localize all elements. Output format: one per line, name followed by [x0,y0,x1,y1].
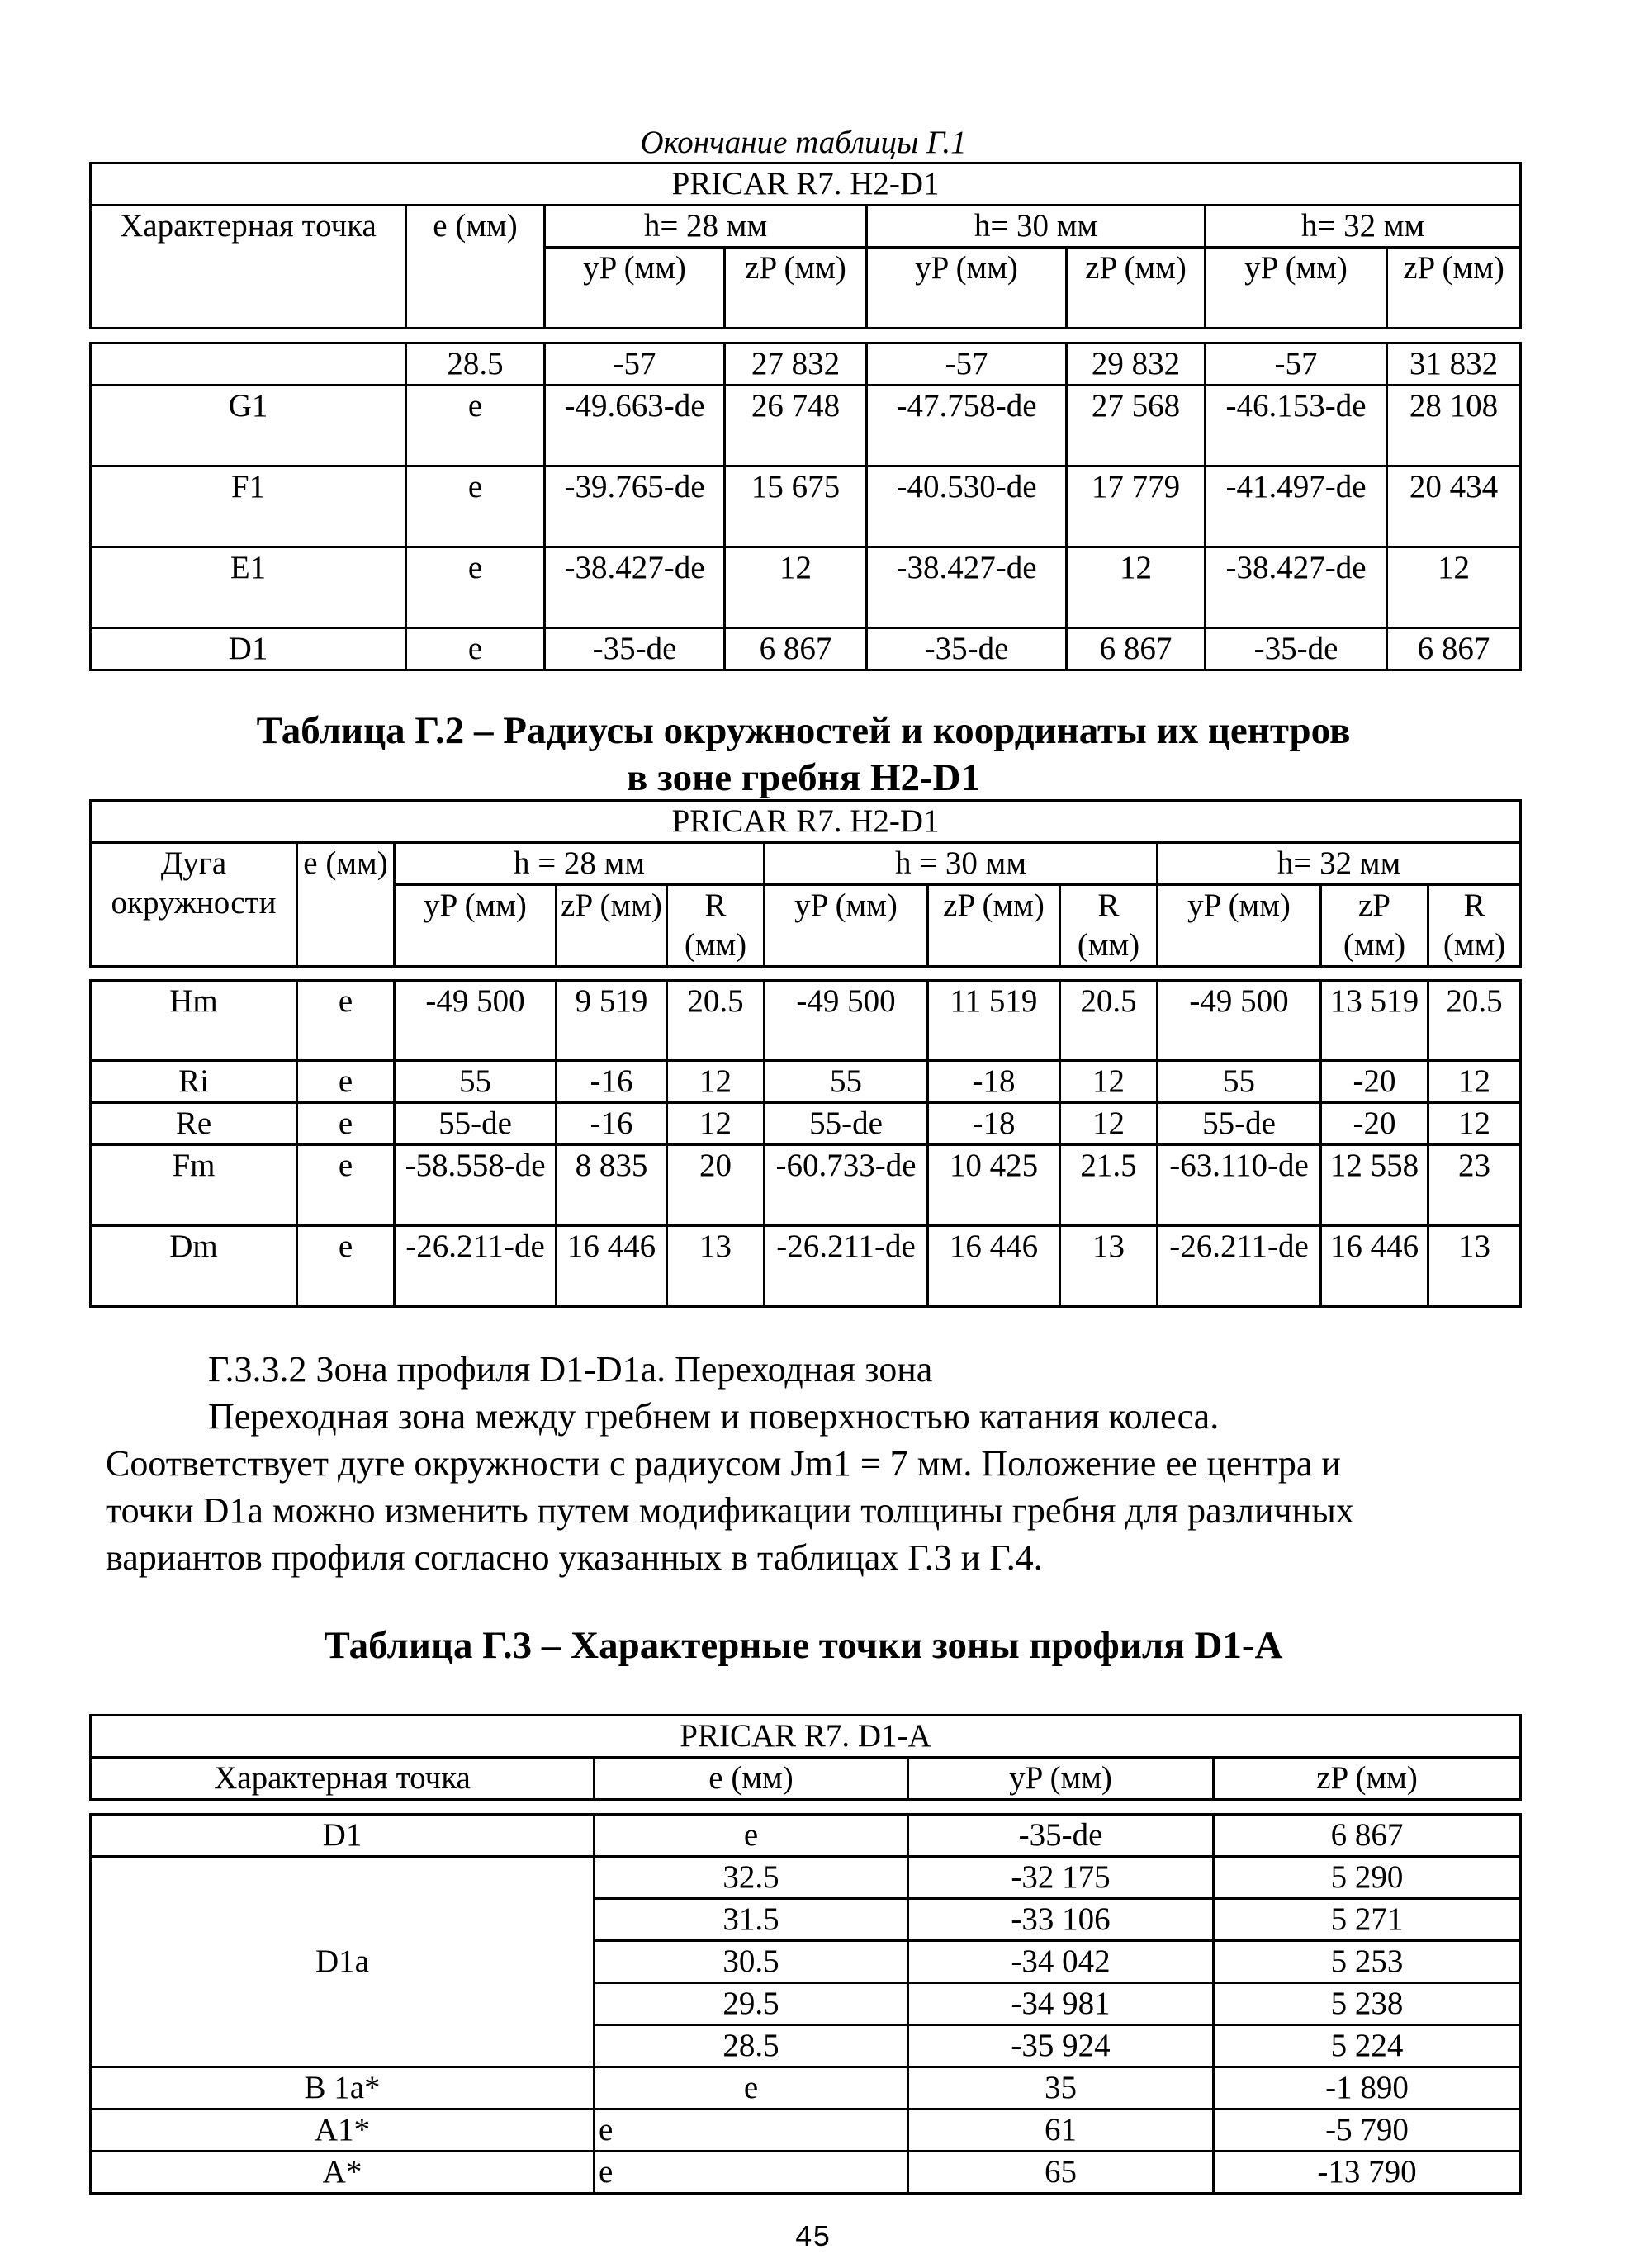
cell: 12 [1387,547,1521,628]
col-yp: yP (мм) [1158,885,1321,967]
table-row [91,547,1521,628]
cell: 29.5 [595,1983,908,2025]
cell: 28 108 [1387,386,1521,466]
cell: 27 832 [725,343,867,386]
cell: -49 500 [765,981,928,1061]
table-row [91,1145,1521,1226]
cell: 55-de [1158,1103,1321,1145]
cell: -33 106 [908,1899,1214,1941]
table-g3-header [89,1714,1522,1801]
cell: e [297,1145,395,1226]
table-g1-caption: Окончание таблицы Г.1 [640,125,967,160]
cell: 12 558 [1321,1145,1428,1226]
cell: 6 867 [1067,628,1206,670]
cell: 5 290 [1214,1857,1521,1899]
table-row [91,2067,1521,2109]
table-row [91,1103,1521,1145]
paragraph-line: точки D1a можно изменить путем модификации толщины гребня для различных [106,1490,1354,1531]
cell: -49 500 [1158,981,1321,1061]
cell: 20.5 [667,981,765,1061]
col-e: е (мм) [595,1758,908,1800]
cell: 55 [395,1061,557,1103]
cell: 32.5 [595,1857,908,1899]
table-row [91,981,1521,1061]
col-characteristic-point: Характерная точка [91,1758,595,1800]
cell: 17 779 [1067,466,1206,547]
cell: -32 175 [908,1857,1214,1899]
cell: F1 [91,466,406,547]
cell: 31 832 [1387,343,1521,386]
cell: -26.211-de [395,1226,557,1307]
cell: -26.211-de [765,1226,928,1307]
table-g3-subtitle: PRICAR R7. D1-A [91,1716,1521,1758]
cell: e [406,547,545,628]
col-r: R (мм) [1060,885,1158,967]
cell: 31.5 [595,1899,908,1941]
cell: 16 446 [557,1226,667,1307]
cell: 10 425 [928,1145,1060,1226]
cell: 9 519 [557,981,667,1061]
cell: 55 [1158,1061,1321,1103]
paragraph-line: вариантов профиля согласно указанных в таблицах Г.3 и Г.4. [106,1537,1043,1578]
cell: Fm [91,1145,297,1226]
cell: 15 675 [725,466,867,547]
cell: 28.5 [595,2025,908,2067]
cell: -34 981 [908,1983,1214,2025]
cell: 26 748 [725,386,867,466]
paragraph-line: Соответствует дуге окружности с радиусом Jm1 = 7 мм. Положение ее центра и [106,1443,1341,1484]
cell: -35 924 [908,2025,1214,2067]
cell: e [297,1226,395,1307]
cell: D1 [91,628,406,670]
cell: Ri [91,1061,297,1103]
cell: Re [91,1103,297,1145]
cell: -1 890 [1214,2067,1521,2109]
cell: 30.5 [595,1941,908,1983]
cell: 6 867 [725,628,867,670]
cell: -49.663-de [545,386,725,466]
col-zp: zP (мм) [928,885,1060,967]
col-zp: zP (мм) [557,885,667,967]
table-g3-title: Таблица Г.3 – Характерные точки зоны профиля D1-A [324,1624,1283,1667]
cell: 20.5 [1428,981,1521,1061]
cell: -16 [557,1061,667,1103]
cell: e [406,386,545,466]
col-characteristic-point: Характерная точка [91,206,406,329]
table-row [91,343,1521,386]
paragraph-line: Переходная зона между гребнем и поверхностью катания колеса. [208,1396,1220,1437]
cell: 55-de [395,1103,557,1145]
col-yp: yP (мм) [867,248,1067,329]
col-h28: h = 28 мм [395,843,765,885]
col-e: е (мм) [406,206,545,329]
cell: 12 [1428,1061,1521,1103]
cell: -38.427-de [545,547,725,628]
cell: -16 [557,1103,667,1145]
cell: -20 [1321,1061,1428,1103]
page-number: 45 [794,2221,831,2255]
cell: 23 [1428,1145,1521,1226]
cell: e [595,2152,908,2194]
cell: 13 [1428,1226,1521,1307]
cell: -47.758-de [867,386,1067,466]
cell: -60.733-de [765,1145,928,1226]
cell: -5 790 [1214,2109,1521,2152]
cell: -49 500 [395,981,557,1061]
table-row [91,1815,1521,1857]
cell: 16 446 [928,1226,1060,1307]
section-heading: Г.3.3.2 Зона профиля D1-D1a. Переходная зона [208,1349,933,1390]
col-h28: h= 28 мм [545,206,867,248]
table-g2-subtitle: PRICAR R7. H2-D1 [91,801,1521,843]
cell: 27 568 [1067,386,1206,466]
cell-d1a: D1a [91,1857,595,2067]
cell: 20.5 [1060,981,1158,1061]
col-zp: zP (мм) [1214,1758,1521,1800]
cell: 12 [1067,547,1206,628]
cell: 20 [667,1145,765,1226]
cell: -20 [1321,1103,1428,1145]
cell: 5 253 [1214,1941,1521,1983]
cell: D1 [91,1815,595,1857]
cell: e [595,2067,908,2109]
cell: -41.497-de [1206,466,1387,547]
cell: -26.211-de [1158,1226,1321,1307]
cell: 28.5 [406,343,545,386]
col-arc: Дуга окружности [91,843,297,967]
cell: 55 [765,1061,928,1103]
table-row [91,1857,1521,1899]
cell: 13 [1060,1226,1158,1307]
cell: e [406,628,545,670]
table-g2-title-line2: в зоне гребня H2-D1 [626,756,981,799]
cell: -18 [928,1061,1060,1103]
table-g1-title: PRICAR R7. H2-D1 [91,163,1521,206]
cell: G1 [91,386,406,466]
col-yp: yP (мм) [1206,248,1387,329]
cell: e [595,2109,908,2152]
table-row [91,466,1521,547]
cell: 29 832 [1067,343,1206,386]
col-yp: yP (мм) [395,885,557,967]
cell: 65 [908,2152,1214,2194]
table-row [91,1226,1521,1307]
cell: 6 867 [1387,628,1521,670]
cell: E1 [91,547,406,628]
col-r: R (мм) [1428,885,1521,967]
col-zp: zP (мм) [1387,248,1521,329]
col-h32: h= 32 мм [1158,843,1521,885]
cell: A1* [91,2109,595,2152]
cell: 5 271 [1214,1899,1521,1941]
cell: 11 519 [928,981,1060,1061]
cell: B 1a* [91,2067,595,2109]
cell: A* [91,2152,595,2194]
col-yp: yP (мм) [765,885,928,967]
cell: 21.5 [1060,1145,1158,1226]
table-row [91,386,1521,466]
col-zp: zP (мм) [1067,248,1206,329]
cell: -58.558-de [395,1145,557,1226]
cell: 12 [1060,1061,1158,1103]
cell: 16 446 [1321,1226,1428,1307]
cell: -38.427-de [867,547,1067,628]
cell: 12 [725,547,867,628]
cell: -57 [867,343,1067,386]
cell: -57 [545,343,725,386]
cell: 13 [667,1226,765,1307]
table-g2-header [89,799,1522,968]
col-h32: h= 32 мм [1206,206,1521,248]
cell: -13 790 [1214,2152,1521,2194]
table-g3-body [89,1813,1522,2195]
table-g1-body [89,342,1522,671]
cell: Dm [91,1226,297,1307]
col-h30: h = 30 мм [765,843,1158,885]
cell: -39.765-de [545,466,725,547]
cell: -35-de [867,628,1067,670]
col-yp: yP (мм) [908,1758,1214,1800]
cell: -18 [928,1103,1060,1145]
cell: -40.530-de [867,466,1067,547]
cell: -35-de [1206,628,1387,670]
col-yp: yP (мм) [545,248,725,329]
table-g2-body [89,979,1522,1308]
table-g2-title-line1: Таблица Г.2 – Радиусы окружностей и координаты их центров [256,709,1351,752]
cell: -35-de [908,1815,1214,1857]
cell: -38.427-de [1206,547,1387,628]
table-row [91,2152,1521,2194]
cell: 12 [667,1103,765,1145]
cell: 35 [908,2067,1214,2109]
col-h30: h= 30 мм [867,206,1206,248]
cell: e [297,1061,395,1103]
table-g1-header [89,162,1522,329]
cell: -57 [1206,343,1387,386]
cell: 8 835 [557,1145,667,1226]
cell: 12 [667,1061,765,1103]
cell: 61 [908,2109,1214,2152]
cell: 13 519 [1321,981,1428,1061]
cell: -34 042 [908,1941,1214,1983]
cell: 12 [1060,1103,1158,1145]
cell: e [297,1103,395,1145]
cell: 20 434 [1387,466,1521,547]
col-zp: zP (мм) [1321,885,1428,967]
cell: 5 224 [1214,2025,1521,2067]
cell [91,343,406,386]
table-row [91,2109,1521,2152]
col-r: R (мм) [667,885,765,967]
cell: -35-de [545,628,725,670]
cell: 12 [1428,1103,1521,1145]
cell: Hm [91,981,297,1061]
cell: e [595,1815,908,1857]
cell: 5 238 [1214,1983,1521,2025]
cell: -46.153-de [1206,386,1387,466]
cell: 55-de [765,1103,928,1145]
table-row [91,628,1521,670]
cell: 6 867 [1214,1815,1521,1857]
table-row [91,1061,1521,1103]
cell: e [297,981,395,1061]
col-e: е (мм) [297,843,395,967]
cell: e [406,466,545,547]
cell: -63.110-de [1158,1145,1321,1226]
col-zp: zP (мм) [725,248,867,329]
